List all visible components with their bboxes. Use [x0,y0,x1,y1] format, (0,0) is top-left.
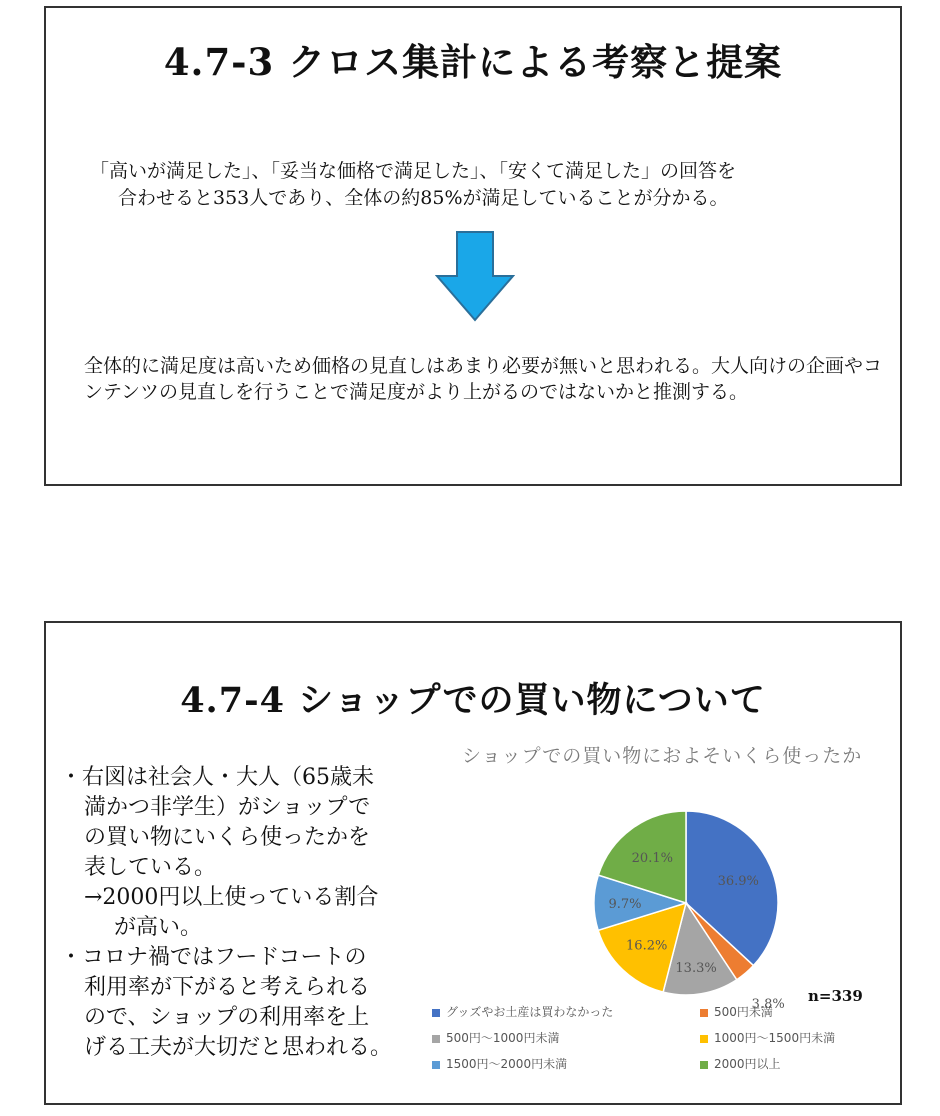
legend-item-6 [700,1055,781,1072]
bullet-2-line-1: ・コロナ禍ではフードコートの [60,945,367,970]
summary-line-1: 「高いが満足した」、「妥当な価格で満足した」、「安くて満足した」の回答を [90,160,737,182]
summary-paragraph [90,158,870,212]
slide-shop [44,621,902,1105]
legend-item-1 [432,1003,613,1020]
bullet-2-line-3: ので、ショップの利用率を上 [84,1005,370,1030]
bullet-1-line-3: の買い物にいくら使ったかを [84,825,371,850]
legend-label: グッズやお土産は買わなかった [446,1005,614,1019]
pie-chart [566,783,806,1023]
chart-title: ショップでの買い物におよそいくら使ったか [462,745,863,767]
legend-item-3 [432,1029,559,1046]
bullet-1-line-4: 表している。 [84,855,217,880]
legend-label: 2000円以上 [714,1057,781,1071]
legend-swatch [432,1035,440,1043]
legend-swatch [432,1009,440,1017]
proposal-paragraph: 全体的に満足度は高いため価格の見直しはあまり必要が無いと思われる。大人向けの企画やコンテンツの見直しを行うことで満足度がより上がるのではないかと推測する。 [84,355,883,403]
down-arrow-icon [435,230,515,322]
bullet-1-line-1: ・右図は社会人・大人（65歳未 [60,765,374,790]
pie-label-3: 13.3% [675,960,717,976]
legend-swatch [700,1061,708,1069]
bullet-1-line-6: が高い。 [114,915,203,940]
legend-swatch [700,1009,708,1017]
slide-title: 4.7-3 クロス集計による考察と提案 [163,40,783,84]
pie-label-1: 36.9% [717,874,759,890]
bullet-2-line-4: げる工夫が大切だと思われる。 [84,1035,393,1060]
pie-label-2: 3.8% [751,996,785,1012]
pie-label-4: 16.2% [626,938,668,954]
summary-line-2: 合わせると353人であり、全体の約85%が満足していることが分かる。 [118,187,729,209]
pie-label-5: 9.7% [608,896,642,912]
bullet-1-line-2: 満かつ非学生）がショップで [84,795,371,820]
legend-item-4 [700,1029,835,1046]
legend-label: 1000円～1500円未満 [714,1031,836,1045]
pie-label-6: 20.1% [631,850,673,866]
slide-consideration [44,6,902,486]
slide-title: 4.7-4 ショップでの買い物について [180,680,766,721]
sample-size-label: n=339 [808,987,863,1005]
legend-item-2 [700,1003,773,1020]
bullet-1-line-5: →2000円以上使っている割合 [84,885,379,910]
legend-swatch [432,1061,440,1069]
legend-item-5 [432,1055,567,1072]
bullet-list [60,763,430,1063]
legend-label: 1500円～2000円未満 [446,1057,568,1071]
legend-label: 500円～1000円未満 [446,1031,560,1045]
legend-label: 500円未満 [714,1005,773,1019]
bullet-2-line-2: 利用率が下がると考えられる [84,975,371,1000]
legend-swatch [700,1035,708,1043]
